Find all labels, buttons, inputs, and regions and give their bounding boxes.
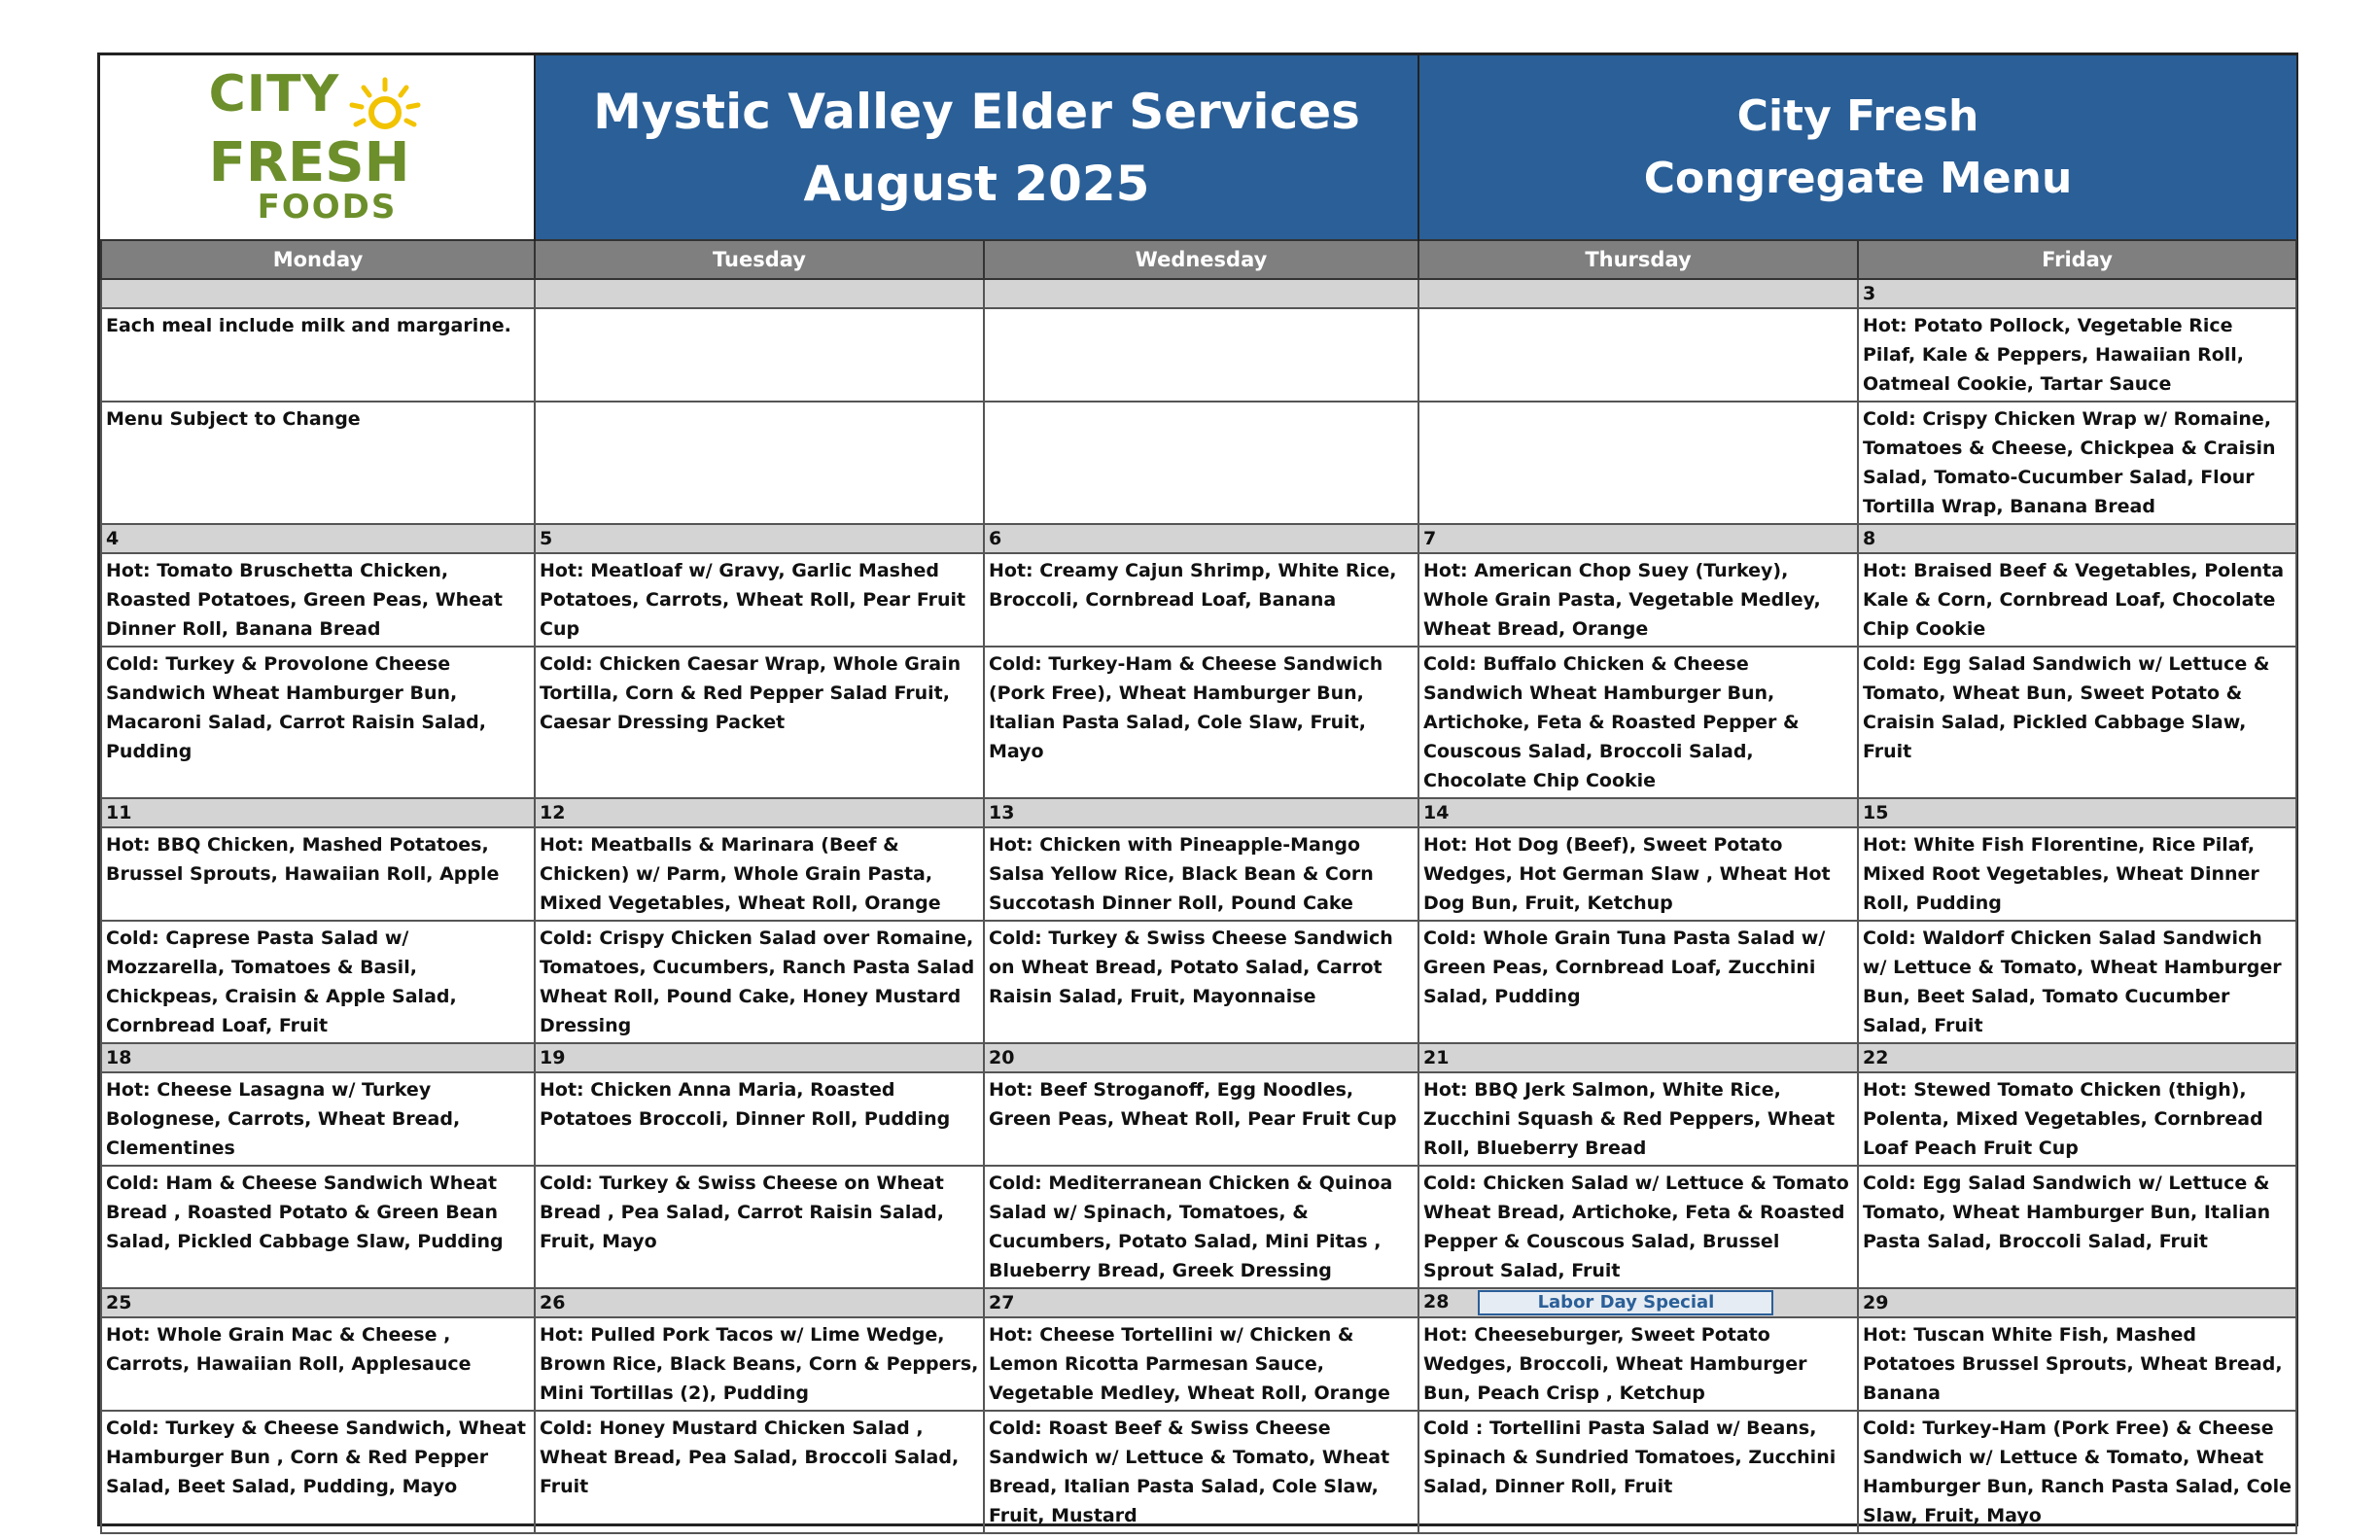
cold-meal-row	[101, 647, 2296, 798]
date-cell	[984, 1288, 1418, 1317]
date-cell	[101, 524, 535, 553]
hot-meal-cell: Hot: Braised Beef & Vegetables, Polenta Kale & Corn, Cornbread Loaf, Chocolate Chip Cookie	[1858, 553, 2296, 647]
date-cell	[535, 524, 984, 553]
date-number: 25	[106, 1292, 132, 1313]
date-number: 5	[540, 528, 553, 549]
cold-meal-cell: Cold: Roast Beef & Swiss Cheese Sandwich w/ Lettuce & Tomato, Wheat Bread, Italian Pasta Salad, Cole Slaw, Fruit, Mustard	[984, 1411, 1418, 1533]
date-number: 7	[1423, 528, 1437, 549]
hot-meal-cell: Hot: Creamy Cajun Shrimp, White Rice, Broccoli, Cornbread Loaf, Banana	[984, 553, 1418, 647]
header-right	[1418, 55, 2296, 240]
hot-meal-cell: Hot: White Fish Florentine, Rice Pilaf, Mixed Root Vegetables, Wheat Dinner Roll, Pudding	[1858, 827, 2296, 921]
hot-meal-cell: Hot: Whole Grain Mac & Cheese , Carrots, Hawaiian Roll, Applesauce	[101, 1317, 535, 1411]
logo-city-text: CITY	[208, 65, 340, 124]
cold-meal-cell	[535, 402, 984, 524]
cold-meal-cell: Cold: Egg Salad Sandwich w/ Lettuce & Tomato, Wheat Bun, Sweet Potato & Craisin Salad, Pickled Cabbage Slaw, Fruit	[1858, 647, 2296, 798]
hot-meal-row	[101, 827, 2296, 921]
date-cell	[1418, 798, 1858, 827]
date-cell	[1418, 279, 1858, 308]
cold-meal-cell: Cold: Turkey & Provolone Cheese Sandwich Wheat Hamburger Bun, Macaroni Salad, Carrot Raisin Salad, Pudding	[101, 647, 535, 798]
date-number: 4	[106, 528, 120, 549]
date-number: 12	[540, 802, 566, 823]
day-thursday: Thursday	[1418, 240, 1858, 279]
day-monday: Monday	[101, 240, 535, 279]
weeks-body	[101, 279, 2296, 1533]
cold-meal-cell: Cold: Chicken Caesar Wrap, Whole Grain Tortilla, Corn & Red Pepper Salad Fruit, Caesar Dressing Packet	[535, 647, 984, 798]
date-row	[101, 1288, 2296, 1317]
logo	[101, 55, 535, 240]
hot-meal-row	[101, 308, 2296, 402]
cold-meal-cell	[1418, 402, 1858, 524]
labor-day-special-badge: Labor Day Special	[1478, 1290, 1773, 1315]
hot-meal-cell: Hot: Cheese Tortellini w/ Chicken & Lemon Ricotta Parmesan Sauce, Vegetable Medley, Wheat Roll, Orange	[984, 1317, 1418, 1411]
date-cell	[984, 524, 1418, 553]
date-cell	[101, 1043, 535, 1072]
hot-meal-cell: Hot: American Chop Suey (Turkey), Whole Grain Pasta, Vegetable Medley, Wheat Bread, Orange	[1418, 553, 1858, 647]
hot-meal-cell: Hot: Meatballs & Marinara (Beef & Chicken) w/ Parm, Whole Grain Pasta, Mixed Vegetables, Wheat Roll, Orange	[535, 827, 984, 921]
cold-meal-cell: Cold: Turkey-Ham (Pork Free) & Cheese Sandwich w/ Lettuce & Tomato, Wheat Hamburger Bun, Ranch Pasta Salad, Cole Slaw, Fruit, Mayo	[1858, 1411, 2296, 1533]
date-number: 19	[540, 1047, 566, 1068]
date-cell	[984, 798, 1418, 827]
hot-meal-cell: Hot: Beef Stroganoff, Egg Noodles, Green Peas, Wheat Roll, Pear Fruit Cup	[984, 1072, 1418, 1166]
date-cell	[535, 1288, 984, 1317]
hot-meal-row	[101, 1072, 2296, 1166]
header-row	[101, 55, 2296, 240]
cold-meal-cell: Cold: Egg Salad Sandwich w/ Lettuce & Tomato, Wheat Hamburger Bun, Italian Pasta Salad, Broccoli Salad, Fruit	[1858, 1166, 2296, 1288]
cold-meal-row	[101, 402, 2296, 524]
date-number: 21	[1423, 1047, 1450, 1068]
date-cell	[984, 279, 1418, 308]
date-number: 26	[540, 1292, 566, 1313]
cold-meal-cell: Cold: Crispy Chicken Salad over Romaine, Tomatoes, Cucumbers, Ranch Pasta Salad Wheat Roll, Pound Cake, Honey Mustard Dressing	[535, 921, 984, 1043]
hot-meal-cell	[535, 308, 984, 402]
menu-table	[100, 55, 2297, 1534]
date-number: 14	[1423, 802, 1450, 823]
date-number: 27	[989, 1292, 1015, 1313]
cold-meal-cell	[984, 402, 1418, 524]
logo-foods-text: FOODS	[257, 187, 398, 227]
day-tuesday: Tuesday	[535, 240, 984, 279]
hot-meal-cell: Each meal include milk and margarine.	[101, 308, 535, 402]
org-title: Mystic Valley Elder Services	[593, 83, 1360, 140]
date-number: 18	[106, 1047, 132, 1068]
hot-meal-cell: Hot: Pulled Pork Tacos w/ Lime Wedge, Brown Rice, Black Beans, Corn & Peppers, Mini Tortillas (2), Pudding	[535, 1317, 984, 1411]
cold-meal-cell: Cold: Honey Mustard Chicken Salad , Wheat Bread, Pea Salad, Broccoli Salad, Fruit	[535, 1411, 984, 1533]
hot-meal-cell: Hot: BBQ Jerk Salmon, White Rice, Zucchini Squash & Red Peppers, Wheat Roll, Blueberry Bread	[1418, 1072, 1858, 1166]
cold-meal-cell: Cold: Turkey & Swiss Cheese on Wheat Bread , Pea Salad, Carrot Raisin Salad, Fruit, Mayo	[535, 1166, 984, 1288]
hot-meal-row	[101, 553, 2296, 647]
cold-meal-cell: Cold: Turkey & Swiss Cheese Sandwich on Wheat Bread, Potato Salad, Carrot Raisin Salad, Fruit, Mayonnaise	[984, 921, 1418, 1043]
hot-meal-cell: Hot: Cheese Lasagna w/ Turkey Bolognese, Carrots, Wheat Bread, Clementines	[101, 1072, 535, 1166]
date-cell	[1858, 798, 2296, 827]
cold-meal-row	[101, 1166, 2296, 1288]
date-number: 11	[106, 802, 132, 823]
date-cell	[535, 1043, 984, 1072]
cold-meal-cell: Cold: Ham & Cheese Sandwich Wheat Bread , Roasted Potato & Green Bean Salad, Pickled Cabbage Slaw, Pudding	[101, 1166, 535, 1288]
date-cell	[1858, 524, 2296, 553]
cold-meal-row	[101, 921, 2296, 1043]
hot-meal-row	[101, 1317, 2296, 1411]
hot-meal-cell: Hot: Stewed Tomato Chicken (thigh), Polenta, Mixed Vegetables, Cornbread Loaf Peach Fruit Cup	[1858, 1072, 2296, 1166]
cold-meal-cell: Cold: Whole Grain Tuna Pasta Salad w/ Green Peas, Cornbread Loaf, Zucchini Salad, Pudding	[1418, 921, 1858, 1043]
hot-meal-cell: Hot: Chicken with Pineapple-Mango Salsa Yellow Rice, Black Bean & Corn Succotash Dinner Roll, Pound Cake	[984, 827, 1418, 921]
date-cell	[1858, 1288, 2296, 1317]
cold-meal-cell: Menu Subject to Change	[101, 402, 535, 524]
date-number: 22	[1863, 1047, 1889, 1068]
hot-meal-cell	[984, 308, 1418, 402]
hot-meal-cell	[1418, 308, 1858, 402]
day-friday: Friday	[1858, 240, 2296, 279]
date-number: 15	[1863, 802, 1889, 823]
cold-meal-cell: Cold: Chicken Salad w/ Lettuce & Tomato Wheat Bread, Artichoke, Feta & Roasted Pepper & Couscous Salad, Brussel Sprout Salad, Fruit	[1418, 1166, 1858, 1288]
hot-meal-cell: Hot: Tomato Bruschetta Chicken, Roasted Potatoes, Green Peas, Wheat Dinner Roll, Banana Bread	[101, 553, 535, 647]
sun-icon	[344, 76, 426, 138]
date-cell	[1418, 1288, 1858, 1317]
cold-meal-cell: Cold: Crispy Chicken Wrap w/ Romaine, Tomatoes & Cheese, Chickpea & Craisin Salad, Tomato-Cucumber Salad, Flour Tortilla Wrap, Banana Bread	[1858, 402, 2296, 524]
hot-meal-cell: Hot: Tuscan White Fish, Mashed Potatoes Brussel Sprouts, Wheat Bread, Banana	[1858, 1317, 2296, 1411]
date-cell	[101, 279, 535, 308]
date-cell	[535, 798, 984, 827]
cold-meal-row	[101, 1411, 2296, 1533]
brand-title: City Fresh	[1736, 90, 1979, 141]
date-number: 13	[989, 802, 1015, 823]
menu-type-title: Congregate Menu	[1643, 153, 2073, 203]
date-row	[101, 798, 2296, 827]
cold-meal-cell: Cold: Turkey-Ham & Cheese Sandwich (Pork Free), Wheat Hamburger Bun, Italian Pasta Salad, Cole Slaw, Fruit, Mayo	[984, 647, 1418, 798]
date-cell	[101, 798, 535, 827]
cold-meal-cell: Cold: Turkey & Cheese Sandwich, Wheat Hamburger Bun , Corn & Red Pepper Salad, Beet Salad, Pudding, Mayo	[101, 1411, 535, 1533]
day-wednesday: Wednesday	[984, 240, 1418, 279]
date-row	[101, 279, 2296, 308]
hot-meal-cell: Hot: Hot Dog (Beef), Sweet Potato Wedges, Hot German Slaw , Wheat Hot Dog Bun, Fruit, Ketchup	[1418, 827, 1858, 921]
hot-meal-cell: Hot: Cheeseburger, Sweet Potato Wedges, Broccoli, Wheat Hamburger Bun, Peach Crisp , Ketchup	[1418, 1317, 1858, 1411]
date-row	[101, 524, 2296, 553]
logo-fresh-text: FRESH	[208, 130, 410, 194]
hot-meal-cell: Hot: Potato Pollock, Vegetable Rice Pilaf, Kale & Peppers, Hawaiian Roll, Oatmeal Cookie, Tartar Sauce	[1858, 308, 2296, 402]
date-number: 8	[1863, 528, 1876, 549]
date-cell	[984, 1043, 1418, 1072]
hot-meal-cell: Hot: Chicken Anna Maria, Roasted Potatoes Broccoli, Dinner Roll, Pudding	[535, 1072, 984, 1166]
date-cell	[101, 1288, 535, 1317]
hot-meal-cell: Hot: Meatloaf w/ Gravy, Garlic Mashed Potatoes, Carrots, Wheat Roll, Pear Fruit Cup	[535, 553, 984, 647]
date-cell	[535, 279, 984, 308]
cold-meal-cell: Cold: Waldorf Chicken Salad Sandwich w/ Lettuce & Tomato, Wheat Hamburger Bun, Beet Salad, Tomato Cucumber Salad, Fruit	[1858, 921, 2296, 1043]
hot-meal-cell: Hot: BBQ Chicken, Mashed Potatoes, Brussel Sprouts, Hawaiian Roll, Apple	[101, 827, 535, 921]
cold-meal-cell: Cold: Buffalo Chicken & Cheese Sandwich Wheat Hamburger Bun, Artichoke, Feta & Roasted Pepper & Couscous Salad, Broccoli Salad, Chocolate Chip Cookie	[1418, 647, 1858, 798]
cold-meal-cell: Cold: Mediterranean Chicken & Quinoa Salad w/ Spinach, Tomatoes, & Cucumbers, Potato Salad, Mini Pitas , Blueberry Bread, Greek Dressing	[984, 1166, 1418, 1288]
date-cell	[1858, 279, 2296, 308]
month-title: August 2025	[803, 155, 1150, 212]
menu-sheet	[97, 52, 2298, 1526]
date-row	[101, 1043, 2296, 1072]
date-number: 6	[989, 528, 1002, 549]
date-number: 3	[1863, 283, 1876, 304]
date-number: 20	[989, 1047, 1015, 1068]
cold-meal-cell: Cold : Tortellini Pasta Salad w/ Beans, Spinach & Sundried Tomatoes, Zucchini Salad, Dinner Roll, Fruit	[1418, 1411, 1858, 1533]
header-title	[535, 55, 1418, 240]
date-number: 29	[1863, 1292, 1889, 1313]
date-cell	[1418, 524, 1858, 553]
cold-meal-cell: Cold: Caprese Pasta Salad w/ Mozzarella, Tomatoes & Basil, Chickpeas, Craisin & Apple Salad, Cornbread Loaf, Fruit	[101, 921, 535, 1043]
day-header-row	[101, 240, 2296, 279]
date-cell	[1418, 1043, 1858, 1072]
date-number: 28	[1423, 1291, 1450, 1312]
date-cell	[1858, 1043, 2296, 1072]
